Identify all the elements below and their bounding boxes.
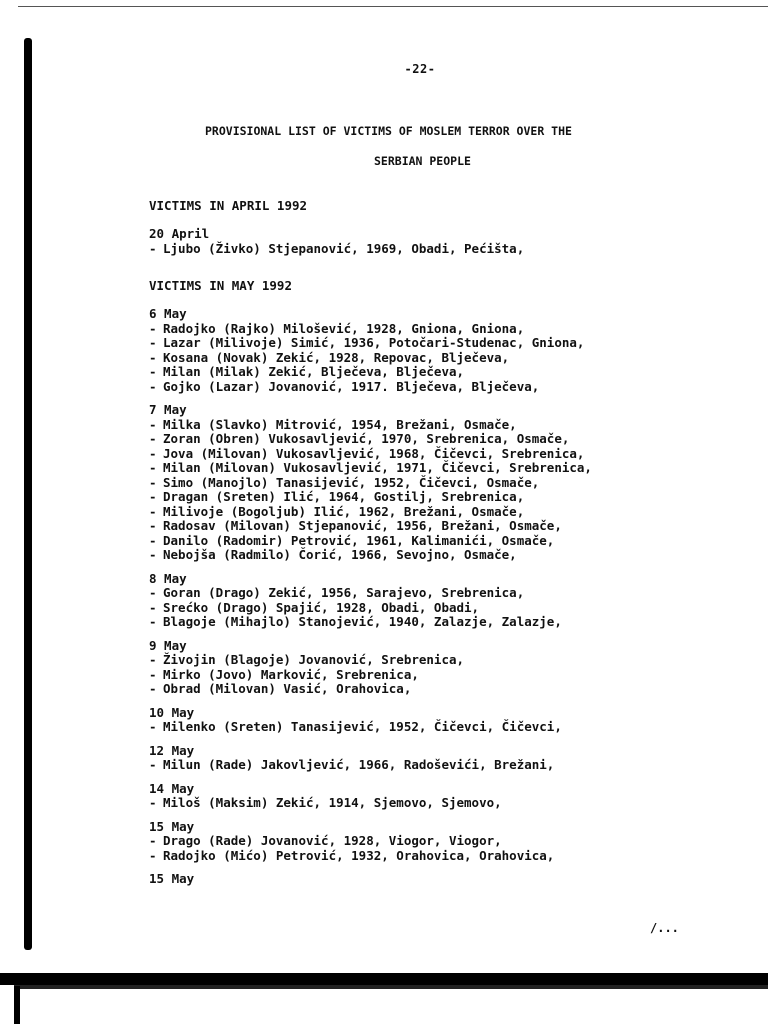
victim-entry-text: Drago (Rade) Jovanović, 1928, Viogor, Viogor,	[163, 833, 502, 848]
victim-entry-text: Lazar (Milivoje) Simić, 1936, Potočari-Studenac, Gniona,	[163, 335, 585, 350]
date-group	[149, 744, 739, 773]
victim-entry-text: Nebojša (Radmilo) Čorić, 1966, Sevojno, Osmače,	[163, 547, 517, 562]
victim-entry	[149, 351, 739, 366]
victim-entry-text: Simo (Manojlo) Tanasijević, 1952, Čičevci, Osmače,	[163, 474, 540, 490]
victim-entry	[149, 447, 739, 462]
victim-entry-text: Jova (Milovan) Vukosavljević, 1968, Čičevci, Srebrenica,	[163, 445, 585, 461]
section-heading: VICTIMS IN MAY 1992	[149, 278, 292, 293]
victim-entry-text: Zoran (Obren) Vukosavljević, 1970, Srebrenica, Osmače,	[163, 431, 570, 446]
victim-entry	[149, 505, 739, 520]
date-group	[149, 820, 739, 864]
scan-corner-edge	[14, 986, 20, 1024]
victim-entry	[149, 615, 739, 630]
date-heading: 15 May	[149, 818, 195, 834]
date-heading: 20 April	[149, 226, 210, 241]
victim-entry-text: Radosav (Milovan) Stjepanović, 1956, Brežani, Osmače,	[163, 518, 562, 533]
date-heading: 6 May	[149, 306, 187, 321]
scan-top-edge	[18, 6, 768, 7]
entry-dash: -	[149, 833, 157, 848]
victim-entry-text: Kosana (Novak) Zekić, 1928, Repovac, Blječeva,	[163, 349, 510, 365]
victim-entry-text: Radojko (Mićo) Petrović, 1932, Orahovica, Orahovica,	[163, 847, 555, 863]
entry-dash: -	[149, 489, 157, 504]
victims-list	[149, 197, 739, 908]
victim-entry-text: Živojin (Blagoje) Jovanović, Srebrenica,	[163, 652, 465, 667]
date-group	[149, 572, 739, 630]
entry-dash: -	[149, 532, 157, 548]
date-group	[149, 782, 739, 811]
entry-dash: -	[149, 547, 157, 562]
date-heading: 9 May	[149, 637, 187, 653]
victim-entry-text: Milun (Rade) Jakovljević, 1966, Radoševići, Brežani,	[163, 757, 555, 772]
victim-entry-text: Obrad (Milovan) Vasić, Orahovica,	[163, 681, 412, 696]
victim-entry-text: Danilo (Radomir) Petrović, 1961, Kalimanići, Osmače,	[163, 532, 555, 548]
entry-dash: -	[149, 474, 157, 490]
victim-entry-text: Goran (Drago) Zekić, 1956, Sarajevo, Srebrenica,	[163, 585, 525, 600]
scan-bottom-edge	[0, 973, 768, 985]
victim-entry	[149, 461, 739, 476]
scan-bottom-edge-2	[14, 985, 768, 989]
date-group	[149, 872, 739, 887]
date-heading: 7 May	[149, 402, 187, 417]
victim-entry-text: Milenko (Sreten) Tanasijević, 1952, Čičevci, Čičevci,	[163, 719, 562, 734]
victim-entry-text: Miloš (Maksim) Zekić, 1914, Sjemovo, Sjemovo,	[163, 795, 502, 810]
victim-entry	[149, 849, 739, 864]
victim-entry-text: Milan (Milovan) Vukosavljević, 1971, Čičevci, Srebrenica,	[163, 460, 592, 475]
victim-entry	[149, 242, 739, 257]
victim-entry-text: Mirko (Jovo) Marković, Srebrenica,	[163, 666, 419, 682]
date-group	[149, 307, 739, 394]
victim-entry-text: Radojko (Rajko) Milošević, 1928, Gniona, Gniona,	[163, 320, 525, 336]
victim-entry	[149, 519, 739, 534]
victim-entry	[149, 796, 739, 811]
victims-section	[149, 277, 739, 887]
scan-binding-shadow	[24, 38, 32, 950]
page-number: -22-	[404, 62, 436, 76]
entry-dash: -	[149, 431, 157, 446]
date-heading: 12 May	[149, 742, 195, 758]
entry-dash: -	[149, 240, 157, 256]
entry-dash: -	[149, 518, 157, 533]
victim-entry	[149, 432, 739, 447]
entry-dash: -	[149, 378, 157, 394]
entry-dash: -	[149, 614, 157, 629]
victim-entry	[149, 682, 739, 697]
date-group	[149, 706, 739, 735]
victim-entry-text: Milka (Slavko) Mitrović, 1954, Brežani, Osmače,	[163, 416, 517, 432]
victim-entry	[149, 380, 739, 395]
victim-entry	[149, 834, 739, 849]
entry-dash: -	[149, 364, 157, 379]
victim-entry	[149, 668, 739, 683]
entry-dash: -	[149, 666, 157, 682]
victim-entry-text: Dragan (Sreten) Ilić, 1964, Gostilj, Srebrenica,	[163, 489, 525, 504]
date-heading: 8 May	[149, 570, 187, 586]
victim-entry-text: Gojko (Lazar) Jovanović, 1917. Blječeva, Blječeva,	[163, 378, 540, 394]
victim-entry	[149, 720, 739, 735]
entry-dash: -	[149, 599, 157, 615]
date-group	[149, 639, 739, 697]
victims-section	[149, 197, 739, 256]
entry-dash: -	[149, 847, 157, 863]
victim-entry	[149, 365, 739, 380]
victim-entry	[149, 322, 739, 337]
victim-entry	[149, 336, 739, 351]
entry-dash: -	[149, 416, 157, 432]
victim-entry-text: Milan (Milak) Zekić, Blječeva, Blječeva,	[163, 364, 465, 379]
entry-dash: -	[149, 681, 157, 696]
entry-dash: -	[149, 719, 157, 734]
date-group	[149, 227, 739, 256]
date-group	[149, 403, 739, 563]
victim-entry	[149, 534, 739, 549]
document-title-line-2: SERBIAN PEOPLE	[374, 154, 471, 168]
entry-dash: -	[149, 652, 157, 667]
victim-entry	[149, 548, 739, 563]
entry-dash: -	[149, 795, 157, 810]
victim-entry	[149, 653, 739, 668]
victim-entry-text: Ljubo (Živko) Stjepanović, 1969, Obadi, Pećišta,	[163, 240, 525, 256]
victim-entry-text: Milivoje (Bogoljub) Ilić, 1962, Brežani, Osmače,	[163, 503, 525, 519]
entry-dash: -	[149, 757, 157, 772]
victim-entry	[149, 758, 739, 773]
entry-dash: -	[149, 503, 157, 519]
victim-entry	[149, 601, 739, 616]
entry-dash: -	[149, 460, 157, 475]
date-heading: 15 May	[149, 871, 195, 886]
victim-entry	[149, 476, 739, 491]
section-heading: VICTIMS IN APRIL 1992	[149, 198, 308, 213]
entry-dash: -	[149, 320, 157, 336]
entry-dash: -	[149, 445, 157, 461]
entry-dash: -	[149, 585, 157, 600]
continuation-mark: /...	[650, 921, 679, 935]
entry-dash: -	[149, 335, 157, 350]
document-title-line-1: PROVISIONAL LIST OF VICTIMS OF MOSLEM TERROR OVER THE	[205, 124, 572, 138]
victim-entry	[149, 418, 739, 433]
victim-entry-text: Srećko (Drago) Spajić, 1928, Obadi, Obadi,	[163, 599, 480, 615]
entry-dash: -	[149, 349, 157, 365]
victim-entry-text: Blagoje (Mihajlo) Stanojević, 1940, Zalazje, Zalazje,	[163, 614, 562, 629]
date-heading: 10 May	[149, 704, 195, 720]
victim-entry	[149, 490, 739, 505]
date-heading: 14 May	[149, 780, 195, 796]
victim-entry	[149, 586, 739, 601]
